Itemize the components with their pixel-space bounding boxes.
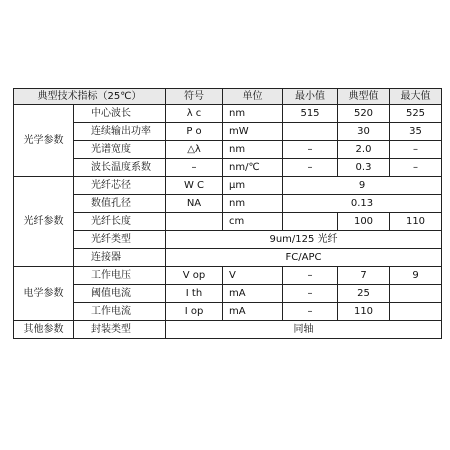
table-row [14,267,442,285]
header-max: 最大值 [390,89,442,105]
param-max: 525 [390,105,442,123]
param-symbol: NA [166,195,223,213]
header-title: 典型技术指标（25℃） [14,89,166,105]
param-unit: nm [223,141,283,159]
param-value: 0.13 [283,195,442,213]
param-unit: V [223,267,283,285]
param-name: 连续输出功率 [74,123,166,141]
table-row [14,321,442,339]
param-value: 9 [283,177,442,195]
param-symbol: △λ [166,141,223,159]
table-row [14,105,442,123]
param-name: 波长温度系数 [74,159,166,177]
param-name: 数值孔径 [74,195,166,213]
category-other: 其他参数 [14,321,74,339]
header-unit: 单位 [223,89,283,105]
param-max [390,303,442,321]
param-name: 工作电流 [74,303,166,321]
param-symbol [166,213,223,231]
param-name: 连接器 [74,249,166,267]
param-min: – [283,159,338,177]
table-row [14,195,442,213]
param-symbol: V op [166,267,223,285]
param-name: 封装类型 [74,321,166,339]
param-name: 中心波长 [74,105,166,123]
param-unit: nm/℃ [223,159,283,177]
param-min [283,213,338,231]
param-value: 同轴 [166,321,442,339]
param-value: 9um/125 光纤 [166,231,442,249]
param-min [283,123,338,141]
table-row [14,141,442,159]
header-row [14,89,442,105]
table-row [14,123,442,141]
param-typ: 110 [338,303,390,321]
table-row [14,213,442,231]
param-name: 阈值电流 [74,285,166,303]
param-max: – [390,141,442,159]
param-symbol: W C [166,177,223,195]
param-name: 工作电压 [74,267,166,285]
table-row [14,159,442,177]
param-symbol: P o [166,123,223,141]
param-name: 光谱宽度 [74,141,166,159]
param-name: 光纤类型 [74,231,166,249]
table-row [14,303,442,321]
param-symbol: – [166,159,223,177]
header-min: 最小值 [283,89,338,105]
category-electrical: 电学参数 [14,267,74,321]
table-row [14,249,442,267]
param-max: 35 [390,123,442,141]
category-fiber: 光纤参数 [14,177,74,267]
param-typ: 2.0 [338,141,390,159]
param-min: – [283,267,338,285]
param-unit: cm [223,213,283,231]
param-min: – [283,141,338,159]
param-unit: mA [223,303,283,321]
param-name: 光纤长度 [74,213,166,231]
param-max: 110 [390,213,442,231]
param-max [390,285,442,303]
param-max: 9 [390,267,442,285]
spec-table [13,88,442,339]
header-typ: 典型值 [338,89,390,105]
param-typ: 520 [338,105,390,123]
category-optical: 光学参数 [14,105,74,177]
table-row [14,177,442,195]
param-unit: nm [223,105,283,123]
param-typ: 0.3 [338,159,390,177]
param-typ: 7 [338,267,390,285]
header-symbol: 符号 [166,89,223,105]
param-min: – [283,285,338,303]
param-symbol: I th [166,285,223,303]
param-name: 光纤芯径 [74,177,166,195]
param-unit: mW [223,123,283,141]
param-value: FC/APC [166,249,442,267]
param-symbol: I op [166,303,223,321]
param-unit: μm [223,177,283,195]
param-typ: 30 [338,123,390,141]
table-row [14,285,442,303]
param-min: – [283,303,338,321]
param-typ: 100 [338,213,390,231]
param-min: 515 [283,105,338,123]
param-symbol: λ c [166,105,223,123]
param-typ: 25 [338,285,390,303]
param-max: – [390,159,442,177]
table-row [14,231,442,249]
param-unit: nm [223,195,283,213]
param-unit: mA [223,285,283,303]
